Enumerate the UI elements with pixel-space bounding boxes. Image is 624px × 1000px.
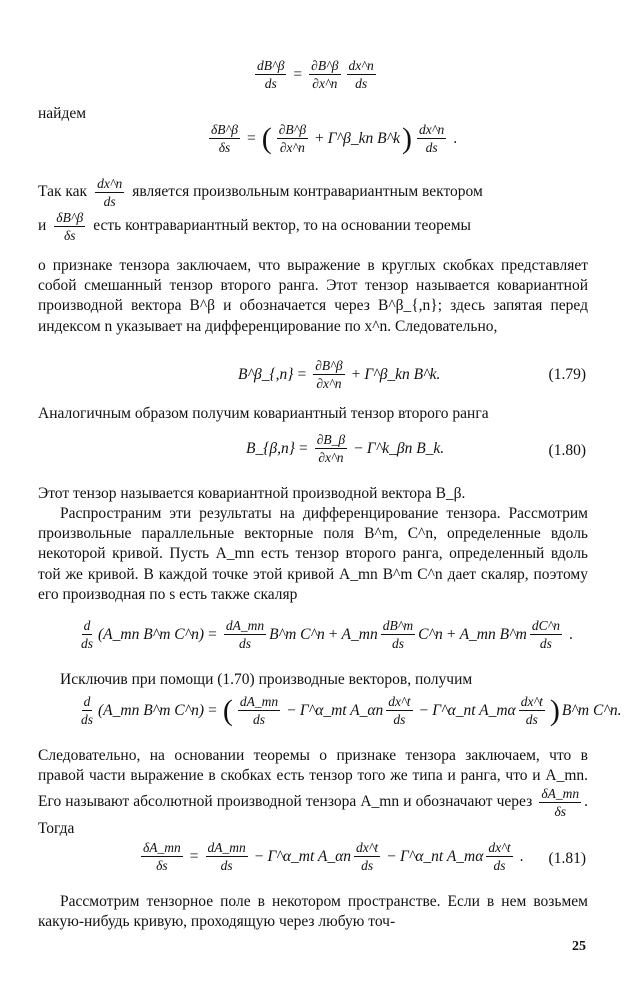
equation-number-1-80: (1.80) (548, 442, 586, 459)
paragraph-3: Аналогичным образом получим ковариантный тензор второго ранга (38, 405, 489, 422)
paragraph-8: Рассмотрим тензорное поле в некотором пространстве. Если в нем возьмем какую-нибудь кривую, проходящую через любую точ- (38, 893, 588, 931)
paragraph-6: Исключив при помощи (1.70) производные векторов, получим (60, 671, 473, 688)
equation-product-2: $\frac{d}{ds}$ (A_mn B^m C^n) = ( $\frac{dA\_mn}{ds}$ − Γ^α_mt A_αn $\frac{dx\^{}t}{ds}$ − Γ^α_nt A_mα $\frac{dx\^{}t}{ds}$ ) B^m C^n. (81, 693, 622, 727)
equation-number-1-79: (1.79) (548, 366, 586, 383)
paragraph-5: Распространим эти результаты на дифференцирование тензора. Рассмотрим произвольные параллельные векторные поля B^m, C^n, определенные вдоль некоторой кривой. Пусть A_mn есть тензор второго ранга, определенный вдоль той же кривой. В каждой точке этой кривой A_mn B^m C^n дает скаляр, поэтому его производная по s есть также скаляр (38, 505, 588, 603)
equation-1-81: $\frac{\delta A\_mn}{\delta s}$ = $\frac{dA\_mn}{ds}$ − Γ^α_mt A_αn $\frac{dx\^{}t}{ds}$ − Γ^α_nt A_mα $\frac{dx\^{}t}{ds}$ . (143, 840, 524, 873)
equation-product-1: $\frac{d}{ds}$ (A_mn B^m C^n) = $\frac{dA\_mn}{ds}$ B^m C^n + A_mn $\frac{dB\^{}m}{ds}$ C^n + A_mn B^m $\frac{dC\^{}n}{ds}$ . (81, 618, 573, 651)
equation-1-80: B_{β,n} = $\frac{\partial B\_\beta}{\partial x\^{}n}$ − Γ^k_βn B_k. (246, 432, 445, 465)
text-naidem: найдем (38, 105, 87, 122)
page-number: 25 (572, 939, 586, 954)
equation-number-1-81: (1.81) (548, 850, 586, 867)
paragraph-2: о признаке тензора заключаем, что выражение в круглых скобках представляет собой смешанный тензор второго ранга. Этот тензор называется ковариантной производной вектора B^β и обозначается через B^β_{,n}; здесь запятая перед индексом n указывает на дифференцирование по x^n. Следовательно, (38, 257, 588, 335)
equation-1-79: B^β_{,n} = $\frac{\partial B\^{}\beta}{\partial x\^{}n}$ + Γ^β_kn B^k. (238, 358, 441, 391)
equation-top: $\frac{dB\^{}\beta}{ds}$ = $\frac{\partial B\^{}\beta}{\partial x\^{}n}$ $\frac{dx\^{}n}{ds}$ (257, 58, 374, 91)
paragraph-4: Этот тензор называется ковариантной производной вектора B_β. (38, 485, 466, 502)
equation-delta: $\frac{\delta B\^{}\beta}{\delta s}$ = ( $\frac{\partial B\^{}\beta}{\partial x\^{}n}$ + Γ^β_kn B^k ) $\frac{dx\^{}n}{ds}$ . (211, 121, 458, 155)
paragraph-7: Следовательно, на основании теоремы о признаке тензора заключаем, что в правой части выражение в скобках есть тензор того же типа и ранга, что и A_mn. Его называют абсолютной производной тензора A_mn и обозначают через $\frac{\delta A\_mn}{\delta s}$ . Тогда (38, 747, 589, 838)
paragraph-1-line-2: и $\frac{\delta B\^{}\beta}{\delta s}$ есть контравариантный вектор, то на основании теоремы (38, 210, 471, 243)
paragraph-1-line-1: Так как $\frac{dx\^{}n}{ds}$ является произвольным контравариантным вектором (38, 176, 483, 209)
